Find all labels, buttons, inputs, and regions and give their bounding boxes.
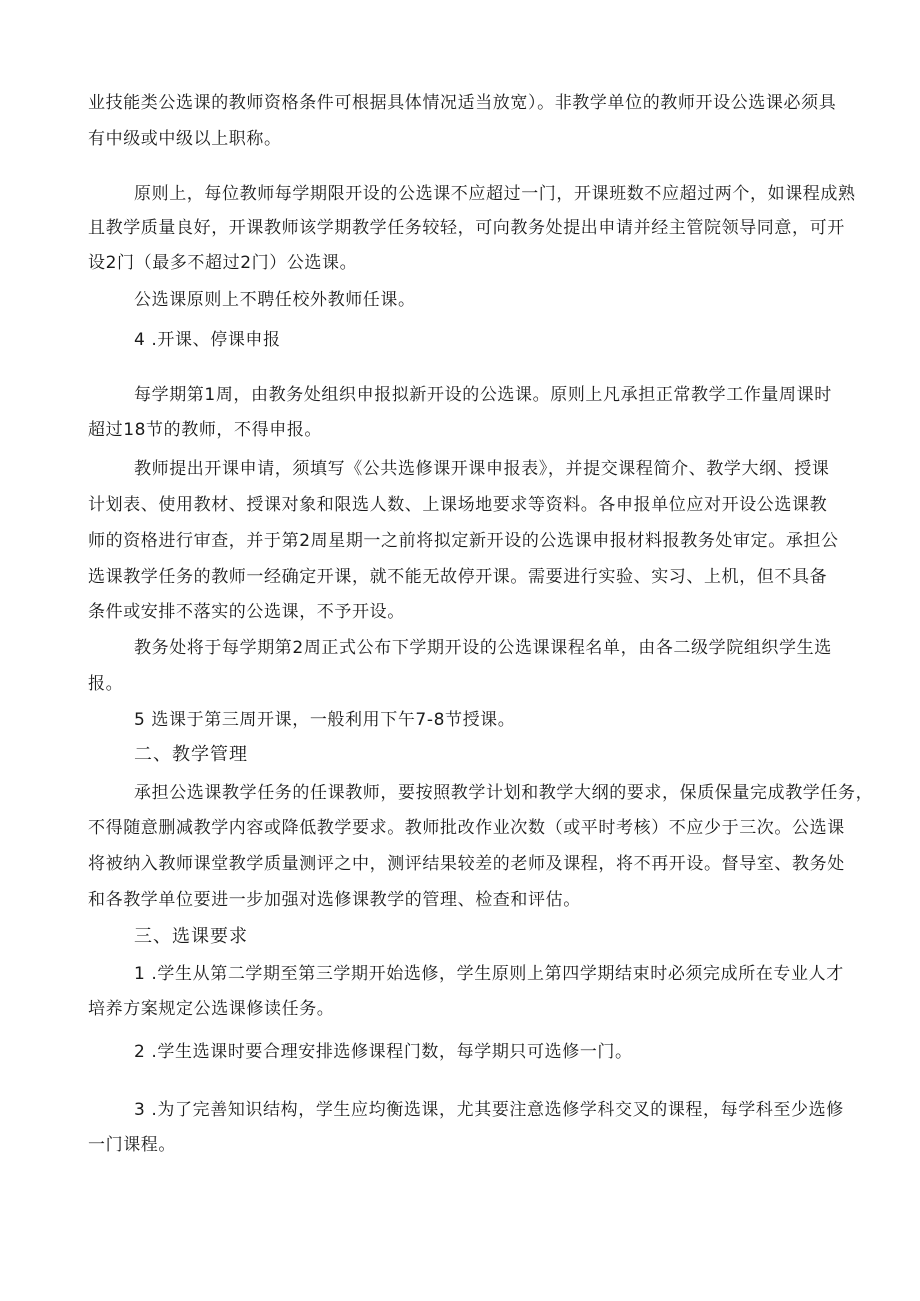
text-line: 且教学质量良好，开课教师该学期教学任务较轻，可向教务处提出申请并经主管院领导同意，可开 xyxy=(88,218,845,238)
text-line: 将被纳入教师课堂教学质量测评之中，测评结果较差的老师及课程，将不再开设。督导室、教务处 xyxy=(88,854,845,874)
text-line: 3 .为了完善知识结构，学生应均衡选课，尤其要注意选修学科交叉的课程，每学科至少选修 xyxy=(134,1100,844,1120)
section-heading: 4 .开课、停课申报 xyxy=(134,330,281,350)
text-line: 教务处将于每学期第2周正式公布下学期开设的公选课课程名单，由各二级学院组织学生选 xyxy=(134,638,832,658)
text-line: 师的资格进行审查，并于第2周星期一之前将拟定新开设的公选课申报材料报教务处审定。承担公 xyxy=(88,531,839,551)
text-line: 承担公选课教学任务的任课教师，要按照教学计划和教学大纲的要求，保质保量完成教学任务， xyxy=(134,783,874,803)
text-line: 业技能类公选课的教师资格条件可根据具体情况适当放宽）。非教学单位的教师开设公选课必须具 xyxy=(88,93,837,113)
section-heading: 二、教学管理 xyxy=(134,744,248,765)
text-line: 每学期第1周，由教务处组织申报拟新开设的公选课。原则上凡承担正常教学工作量周课时 xyxy=(134,385,832,405)
text-line: 选课教学任务的教师一经确定开课，就不能无故停开课。需要进行实验、实习、上机，但不具备 xyxy=(88,567,828,587)
text-line: 设2门（最多不超过2门）公选课。 xyxy=(88,253,358,273)
text-line: 一门课程。 xyxy=(88,1135,176,1155)
text-line: 和各教学单位要进一步加强对选修课教学的管理、检查和评估。 xyxy=(88,890,581,910)
text-line: 不得随意删减教学内容或降低教学要求。教师批改作业次数（或平时考核）不应少于三次。公选课 xyxy=(88,818,845,838)
text-line: 超过18节的教师，不得申报。 xyxy=(88,420,323,440)
text-line: 条件或安排不落实的公选课，不予开设。 xyxy=(88,602,405,622)
section-heading: 三、选课要求 xyxy=(134,926,248,947)
text-line: 原则上，每位教师每学期限开设的公选课不应超过一门，开课班数不应超过两个，如课程成熟 xyxy=(134,184,856,204)
text-line: 报。 xyxy=(88,674,124,694)
text-line: 计划表、使用教材、授课对象和限选人数、上课场地要求等资料。各申报单位应对开设公选课教 xyxy=(88,495,828,515)
text-line: 公选课原则上不聘任校外教师任课。 xyxy=(134,290,416,310)
text-line: 教师提出开课申请，须填写《公共选修课开课申报表》，并提交课程简介、教学大纲、授课 xyxy=(134,459,830,479)
text-line: 有中级或中级以上职称。 xyxy=(88,129,282,149)
text-line: 2 .学生选课时要合理安排选修课程门数，每学期只可选修一门。 xyxy=(134,1042,633,1062)
text-line: 培养方案规定公选课修读任务。 xyxy=(88,999,335,1019)
text-line: 1 .学生从第二学期至第三学期开始选修，学生原则上第四学期结束时必须完成所在专业人才 xyxy=(134,964,844,984)
text-line: 5 选课于第三周开课，一般利用下午7-8节授课。 xyxy=(134,710,516,730)
